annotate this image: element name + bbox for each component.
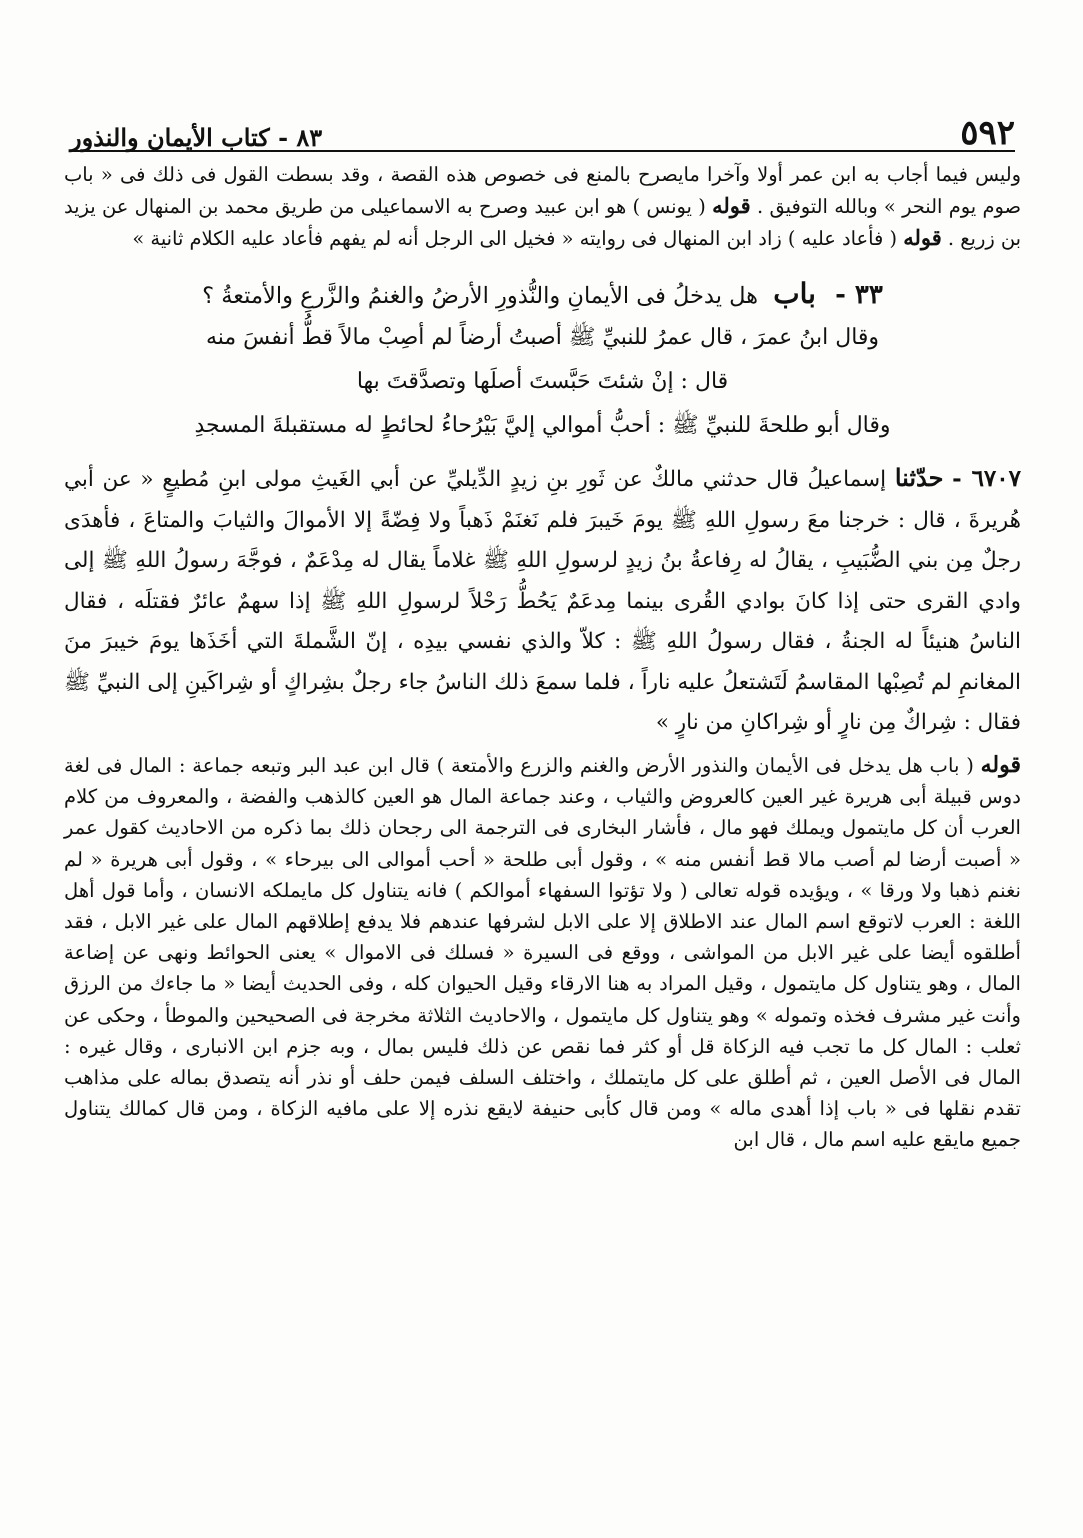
qawluh-keyword: قوله <box>980 751 1021 778</box>
commentary-text: ( باب هل يدخل فى الأيمان والنذور الأرض والغنم والزرع والأمتعة ) قال ابن عبد البر وتبعه جماعة : المال فى لغة دوس قبيلة أبى هريرة غير العين كالعروض والثياب ، وعند جماعة المال هو العين كالذهب والفضة ، والمعروف من كلام العرب أن كل مايتمول ويملك فهو مال ، فأشار البخارى فى الترجمة الى رجحان ذلك بما ذكره من الاحاديث كقول عمر « أصبت أرضا لم أصب مالا قط أنفس منه » ، وقول أبى طلحة « أحب أموالى الى بيرحاء » ، وقول أبى هريرة « لم نغنم ذهبا ولا ورقا » ، ويؤيده قوله تعالى ( ولا تؤتوا السفهاء أموالكم ) فانه يتناول كل مايملكه الانسان ، وأما قول أهل اللغة : العرب لاتوقع اسم المال عند الاطلاق إلا على الابل لشرفها عندهم فلا يدفع إطلاقهم المال على غير الابل ، فقد أطلقوه أيضا على غير الابل من المواشى ، ووقع فى السيرة « فسلك فى الاموال » يعنى الحوائط ونهى عن إضاعة المال ، وهو يتناول كل مايتمول ، وقيل المراد به هنا الارقاء وقيل الحيوان كله ، وفى الحديث أيضا « ما جاءك من الرزق وأنت غير مشرف فخذه وتموله » وهو يتناول كل مايتمول ، والاحاديث الثلاثة مخرجة فى الصحيحين والموطأ ، وحكى عن ثعلب : المال كل ما تجب فيه الزكاة قل أو كثر فما نقص عن ذلك فليس بمال ، وبه جزم ابن الانبارى ، وقال غيره : المال فى الأصل العين ، ثم أطلق على كل مايتملك ، واختلف السلف فيمن حلف أو نذر أنه يتصدق بماله على مذاهب تقدم نقلها فى « باب إذا أهدى ماله » ومن قال كأبى حنيفة لايقع نذره إلا على مافيه الزكاة ، ومن قال كمالك يتناول جميع مايقع عليه اسم مال ، قال ابن <box>64 753 1021 1152</box>
bab-line-abu-talha: وقال أبو طلحةَ للنبيِّ ﷺ : أحبُّ أموالي إليَّ بَيْرُحاءُ لحائطٍ له مستقبلةَ المسجدِ <box>194 413 891 439</box>
bab-label: باب <box>773 277 816 311</box>
intro-text-1: وليس فيما أجاب به ابن عمر أولا وآخرا مايصرح بالمنع فى خصوص هذه القصة ، وقد بسطت القول فى ذلك فى « باب صوم يوم النحر » وبالله التوفيق . <box>64 163 1021 218</box>
intro-paragraph <box>64 160 1021 254</box>
intro-text-3: ( فأعاد عليه ) زاد ابن المنهال فى روايته « فخيل الى الرجل أنه لم يفهم فأعاد عليه الكلام ثانية » <box>132 226 898 250</box>
running-title: ٨٣ - كتاب الأيمان والنذور <box>70 123 323 152</box>
page-number: ٥٩٢ <box>960 113 1015 153</box>
intro-text-2: ( يونس ) هو ابن عبيد وصرح به الاسماعيلى من طريق محمد بن المنهال عن يزيد بن زريع . <box>64 194 1021 250</box>
commentary-paragraph <box>64 750 1021 1156</box>
qawluh-keyword: قوله <box>903 224 942 250</box>
hadith-block <box>64 458 1021 744</box>
page-header <box>70 104 1015 153</box>
bab-line-answer: قال : إنْ شئتَ حَبَّستَ أصلَها وتصدَّقتَ بها <box>356 369 729 395</box>
hadith-text: إسماعيلُ قال حدثني مالكٌ عن ثَورِ بنِ زيدٍ الدِّيليِّ عن أبي الغَيثِ مولى ابنِ مُطيعٍ « عن أبي هُريرةَ ، قال : خرجنا معَ رسولِ اللهِ ﷺ يومَ خَيبرَ فلم نَغنَمْ ذَهباً ولا فِضّةً إلا الأموالَ والثيابَ والمتاعَ ، فأهدَى رجلٌ مِن بني الضُّبَيبِ ، يقالُ له رِفاعةُ بنُ زيدٍ لرسولِ اللهِ ﷺ غلاماً يقال له مِدْعَمٌ ، فوجَّهَ رسولُ اللهِ ﷺ إلى وادي القرى حتى إذا كانَ بوادي القُرى بينما مِدعَمٌ يَحُطُّ رَحْلاً لرسولِ اللهِ ﷺ إذا سهمٌ عائرٌ فقتلَه ، فقال الناسُ هنيئاً له الجنةُ ، فقال رسولُ اللهِ ﷺ : كلاّ والذي نفسي بيدِه ، إنّ الشَّملةَ التي أخَذَها يومَ خيبرَ منَ المغانمِ لم تُصِبْها المقاسمُ لَتَشتعلُ عليه ناراً ، فلما سمعَ ذلك الناسُ جاء رجلٌ بشِراكٍ أو شِراكَينِ إلى النبيِّ ﷺ فقال : شِراكٌ مِن نارٍ أو شِراكانِ من نارٍ » <box>64 467 1021 736</box>
bab-heading <box>64 278 1021 312</box>
haddatha-label: حدّثنا <box>894 463 944 493</box>
hadith-number: ٦٧٠٧ - <box>952 465 1021 493</box>
bab-line-umar: وقال ابنُ عمرَ ، قال عمرُ للنبيِّ ﷺ أصبتُ أرضاً لم أصِبْ مالاً قطُّ أنفسَ منه <box>205 325 880 351</box>
bab-number: ٣٣ - <box>835 280 883 311</box>
qawluh-keyword: قوله <box>712 192 751 218</box>
page-body <box>64 160 1021 1156</box>
header-rule <box>70 150 1015 152</box>
bab-title: هل يدخلُ فى الأيمانِ والنُّذورِ الأرضُ والغنمُ والزَّرعِ والأمتعةُ ؟ <box>202 283 759 310</box>
